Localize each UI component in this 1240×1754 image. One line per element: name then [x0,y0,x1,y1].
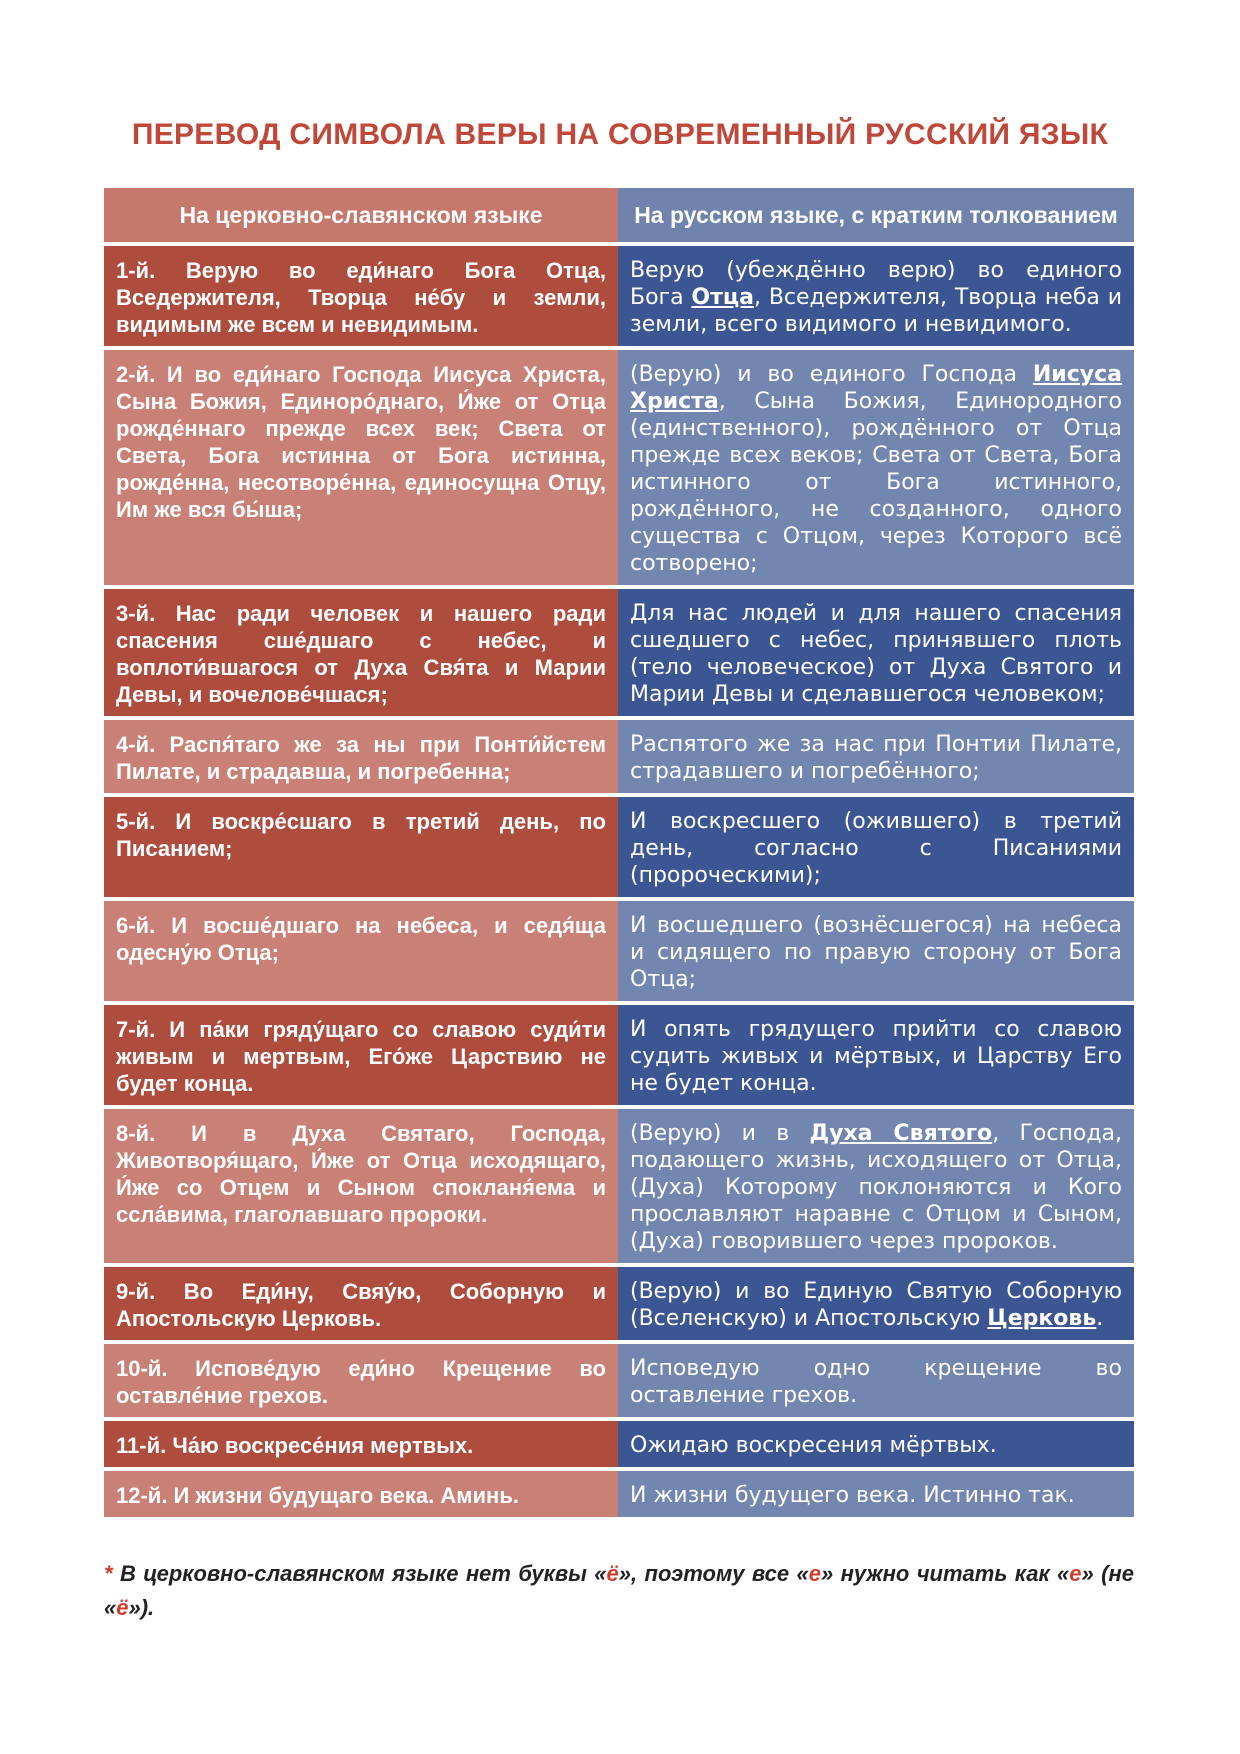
slavonic-text: 9-й. Во Еди́ну, Свяу́ю, Соборную и Апостольскую Церковь. [104,1265,618,1342]
slavonic-text: 1-й. Верую во еди́наго Бога Отца, Вседержителя, Творца не́бу и земли, видимым же всем и невидимым. [104,244,618,348]
underlined-term: Иисуса Христа [630,362,1122,414]
russian-text: (Верую) и в Духа Святого, Господа, подающего жизнь, исходящего от Отца, (Духа) Которому поклоняются и Кого прославляют наравне с Отцом и Сыном, (Духа) говорившего через пророков. [618,1107,1134,1265]
russian-text: Для нас людей и для нашего спасения сшедшего с небес, принявшего плоть (тело человеческое) от Духа Святого и Марии Девы и сделавшегося человеком; [618,587,1134,718]
russian-text: (Верую) и во единого Господа Иисуса Христа, Сына Божия, Единородного (единственного), рождённого от Отца прежде всех веков; Света от Света, Бога истинного от Бога истинного, рождённого, не созданного, одного существа с Отцом, через Которого всё сотворено; [618,348,1134,587]
russian-text: Верую (убеждённо верю) во единого Бога Отца, Вседержителя, Творца неба и земли, всего видимого и невидимого. [618,244,1134,348]
table-row [104,1003,1134,1107]
slavonic-text: 7-й. И па́ки гряду́щаго со славою суди́ти живым и мертвым, Его́же Царствию не будет конца. [104,1003,618,1107]
russian-text: И восшедшего (вознёсшегося) на небеса и сидящего по правую сторону от Бога Отца; [618,899,1134,1003]
header-church-slavonic: На церковно-славянском языке [104,188,618,244]
table-row [104,795,1134,899]
table-row [104,244,1134,348]
russian-text: Ожидаю воскресения мёртвых. [618,1419,1134,1469]
footnote: * В церковно-славянском языке нет буквы «ё», поэтому все «е» нужно читать как «е» (не «ё»). [104,1561,1134,1620]
slavonic-text: 3-й. Нас ради человек и нашего ради спасения сше́дшаго с небес, и воплоти́вшагося от Духа Свя́та и Марии Девы, и вочелове́чшася; [104,587,618,718]
russian-text: И жизни будущего века. Истинно так. [618,1469,1134,1519]
table-row [104,1265,1134,1342]
table-row [104,348,1134,587]
underlined-term: Церковь [987,1306,1097,1331]
table-row [104,718,1134,795]
russian-text: Распятого же за нас при Понтии Пилате, страдавшего и погребённого; [618,718,1134,795]
slavonic-text: 6-й. И восше́дшаго на небеса, и седя́ща одесну́ю Отца; [104,899,618,1003]
underlined-term: Отца [691,285,755,310]
table-row [104,587,1134,718]
table-row [104,1342,1134,1419]
underlined-term: Духа Святого [809,1121,993,1146]
slavonic-text: 8-й. И в Духа Святаго, Господа, Животворя́щаго, И́же от Отца исходящаго, И́же со Отцем и Сыном спокланя́ема и ссла́вима, глаголавшаго пророки. [104,1107,618,1265]
table-row [104,1419,1134,1469]
slavonic-text: 2-й. И во еди́наго Господа Иисуса Христа, Сына Божия, Единоро́днаго, И́же от Отца рожде́ннаго прежде всех век; Света от Света, Бога истинна от Бога истинна, рожде́нна, несотворе́нна, единосущна Отцу, Им же вся бы́ша; [104,348,618,587]
page-title: ПЕРЕВОД СИМВОЛА ВЕРЫ НА СОВРЕМЕННЫЙ РУССКИЙ ЯЗЫК [131,118,1109,151]
russian-text: И опять грядущего прийти со славою судить живых и мёртвых, и Царству Его не будет конца. [618,1003,1134,1107]
slavonic-text: 4-й. Распя́таго же за ны при Понти́йстем Пилате, и страдавша, и погребенна; [104,718,618,795]
creed-table [104,188,1134,1521]
table-row [104,899,1134,1003]
slavonic-text: 11-й. Ча́ю воскресе́ния мертвых. [104,1419,618,1469]
slavonic-text: 5-й. И воскре́сшаго в третий день, по Писанием; [104,795,618,899]
russian-text: (Верую) и во Единую Святую Соборную (Вселенскую) и Апостольскую Церковь. [618,1265,1134,1342]
russian-text: Исповедую одно крещение во оставление грехов. [618,1342,1134,1419]
header-russian: На русском языке, с кратким толкованием [618,188,1134,244]
table-row [104,1107,1134,1265]
slavonic-text: 12-й. И жизни будущаго века. Аминь. [104,1469,618,1519]
russian-text: И воскресшего (ожившего) в третий день, согласно с Писаниями (пророческими); [618,795,1134,899]
table-header-row [104,188,1134,244]
table-row [104,1469,1134,1519]
slavonic-text: 10-й. Испове́дую еди́но Крещение во оставле́ние грехов. [104,1342,618,1419]
